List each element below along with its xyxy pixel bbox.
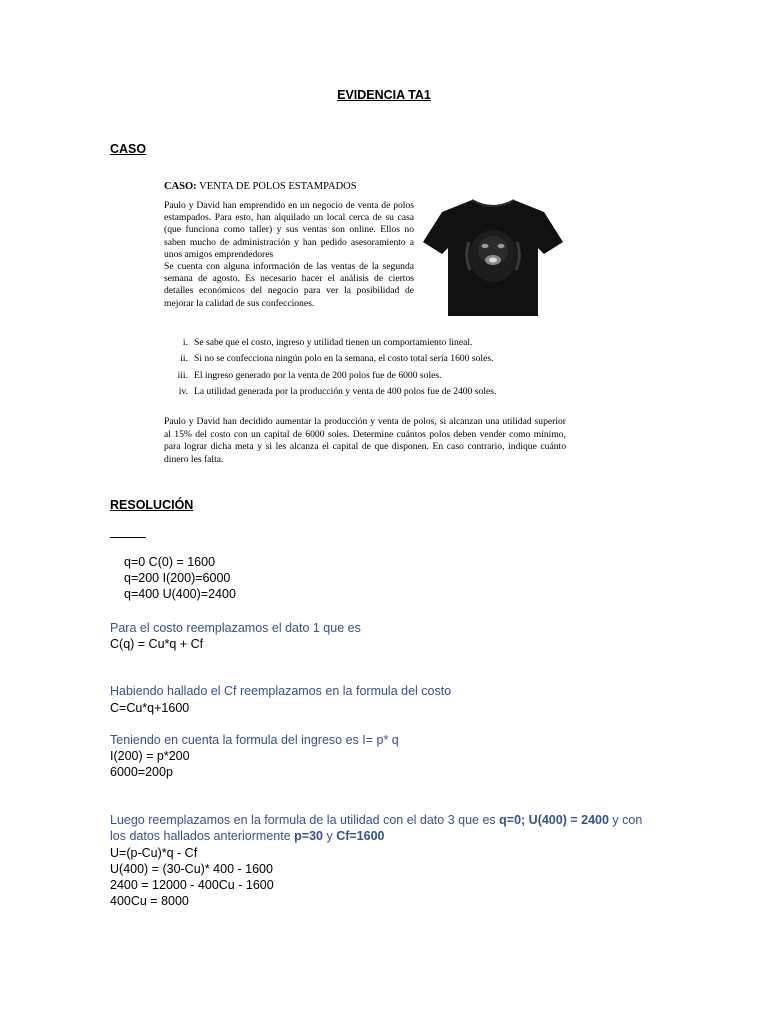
step2-text: Habiendo hallado el Cf reemplazamos en la formula del costo: [110, 684, 452, 698]
short-underline: [110, 537, 146, 538]
case-list-item: [174, 351, 564, 367]
case-description: [164, 200, 414, 310]
data-line: q=0 C(0) = 1600: [124, 555, 216, 569]
step4-formula: 2400 = 12000 - 400Cu - 1600: [110, 878, 274, 892]
list-item-number: i.: [182, 337, 188, 348]
step3-formula: I(200) = p*200: [110, 749, 190, 763]
document-title: EVIDENCIA TA1: [337, 88, 431, 102]
step1-text: Para el costo reemplazamos el dato 1 que es: [110, 621, 361, 635]
step4-formula: U(400) = (30-Cu)* 400 - 1600: [110, 862, 273, 876]
list-item-text: Si no se confecciona ningún polo en la semana, el costo total sería 1600 soles.: [194, 353, 494, 365]
data-line: q=200 I(200)=6000: [124, 571, 231, 585]
caso-heading: CASO: [110, 142, 147, 156]
step4-highlight: q=0; U(400) = 2400: [499, 813, 609, 827]
list-item-text: La utilidad generada por la producción y venta de 400 polos fue de 2400 soles.: [194, 386, 497, 398]
list-item-number: iv.: [178, 386, 188, 398]
step4-formula: U=(p-Cu)*q - Cf: [110, 846, 198, 860]
list-item-text: Se sabe que el costo, ingreso y utilidad tienen un comportamiento lineal.: [194, 337, 473, 348]
step4-text-part: los datos hallados anteriormente: [110, 829, 295, 843]
step2-formula: C=Cu*q+1600: [110, 701, 190, 715]
step4-highlight: p=30: [294, 829, 323, 843]
case-list-item: [174, 384, 564, 400]
list-item-text: El ingreso generado por la venta de 200 polos fue de 6000 soles.: [194, 369, 442, 381]
list-item-number: iii.: [177, 369, 188, 381]
case-list-item: [174, 368, 564, 384]
data-line: q=400 U(400)=2400: [124, 587, 236, 601]
step1-formula: C(q) = Cu*q + Cf: [110, 637, 204, 651]
step4-text-line2: [110, 829, 385, 843]
case-data-list: [174, 335, 564, 401]
step3-text: Teniendo en cuenta la formula del ingreso es I= p* q: [110, 733, 399, 747]
step4-text-line1: [110, 813, 642, 827]
case-image: [164, 178, 568, 478]
step4-text-part: y: [322, 829, 337, 843]
case-list-item: [174, 335, 564, 351]
step4-formula: 400Cu = 8000: [110, 894, 189, 908]
step3-formula: 6000=200p: [110, 765, 173, 779]
step4-highlight: Cf=1600: [336, 829, 385, 843]
case-title-rest: VENTA DE POLOS ESTAMPADOS: [196, 181, 357, 192]
list-item-number: ii.: [180, 353, 188, 365]
case-paragraph-1: Paulo y David han emprendido en un negocio de venta de polos estampados. Para esto, han alquilado un local cerca de su casa (que funciona como taller) y sus ventas son online. Ellos no saben mucho de administración y han pedido asesoramiento a unos amigos emprendedores: [164, 200, 414, 260]
step4-text-part: Luego reemplazamos en la formula de la utilidad con el dato 3 que es: [110, 813, 500, 827]
step4-text-part: y con: [608, 813, 643, 827]
resolucion-heading: RESOLUCIÓN: [110, 498, 194, 512]
case-question: Paulo y David han decidido aumentar la producción y venta de polos, si alcanzan una utilidad superior al 15% del costo con un capital de 6000 soles. Determine cuántos polos deben vender como mínimo, para lograr dicha meta y si les alcanza el capital de que disponen. En caso contrario, indique cuánto dinero les falta.: [164, 416, 566, 465]
case-paragraph-2: Se cuenta con alguna información de las ventas de la segunda semana de agosto. Es necesario hacer el análisis de ciertos detalles económicos del negocio para ver la posibilidad de mejorar la calidad de sus confecciones.: [164, 261, 414, 309]
tshirt-image: [420, 194, 566, 320]
case-title: [164, 181, 357, 192]
case-title-bold: CASO:: [164, 181, 197, 192]
